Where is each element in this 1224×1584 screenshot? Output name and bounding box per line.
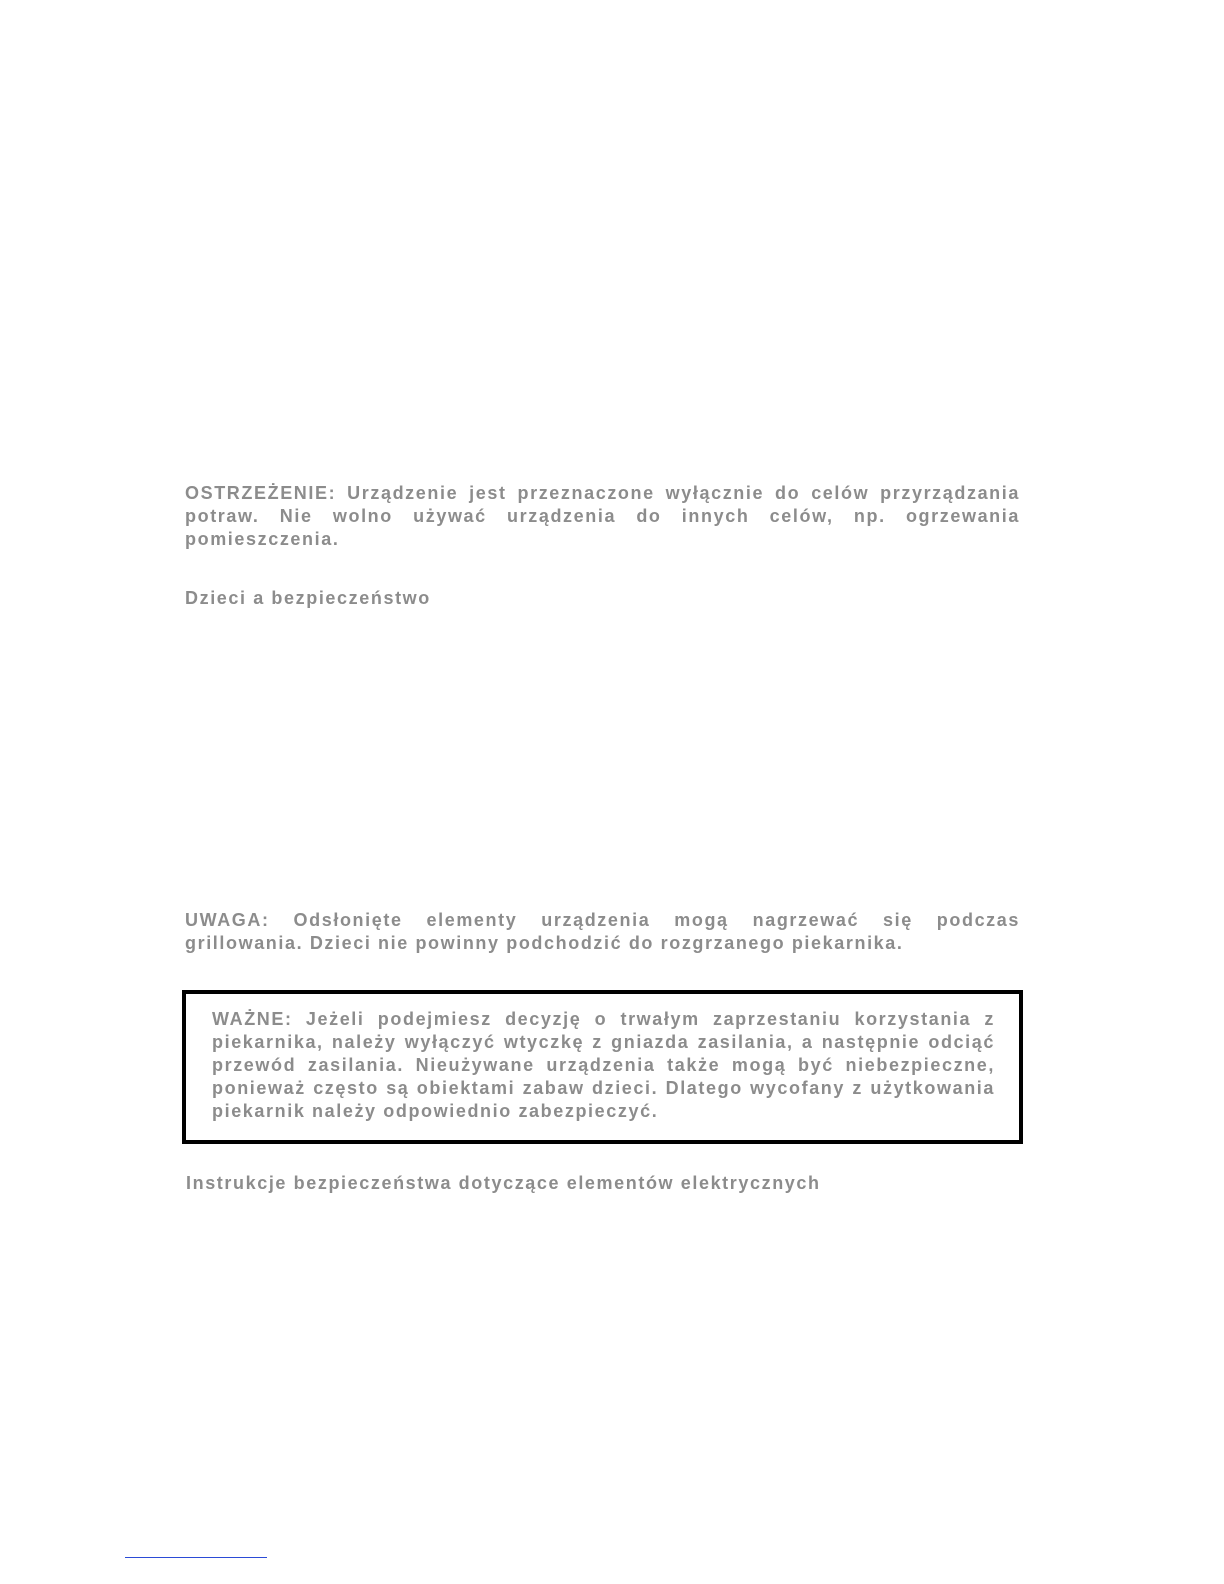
important-label: WAŻNE: xyxy=(212,1009,293,1029)
caution-paragraph xyxy=(185,909,1020,955)
caution-text: Odsłonięte elementy urządzenia mogą nagrzewać się podczas grillowania. Dzieci nie powinny podchodzić do rozgrzanego piekarnika. xyxy=(185,910,1020,953)
electrical-safety-heading: Instrukcje bezpieczeństwa dotyczące elementów elektrycznych xyxy=(186,1173,821,1193)
warning-paragraph xyxy=(185,482,1020,551)
children-safety-heading: Dzieci a bezpieczeństwo xyxy=(185,588,431,608)
warning-label: OSTRZEŻENIE: xyxy=(185,483,337,503)
important-notice-box xyxy=(182,990,1023,1144)
warning-text: Urządzenie jest przeznaczone wyłącznie do celów przyrządzania potraw. Nie wolno używać urządzenia do innych celów, np. ogrzewania pomieszczenia. xyxy=(185,483,1020,549)
important-text: Jeżeli podejmiesz decyzję o trwałym zaprzestaniu korzystania z piekarnika, należy wyłączyć wtyczkę z gniazda zasilania, a następnie odciąć przewód zasilania. Nieużywane urządzenia także mogą być niebezpieczne, ponieważ często są obiektami zabaw dzieci. Dlatego wycofany z użytkowania piekarnik należy odpowiednio zabezpieczyć. xyxy=(212,1009,995,1121)
caution-label: UWAGA: xyxy=(185,910,270,930)
important-paragraph xyxy=(212,1008,995,1123)
footnote-rule xyxy=(125,1557,267,1558)
